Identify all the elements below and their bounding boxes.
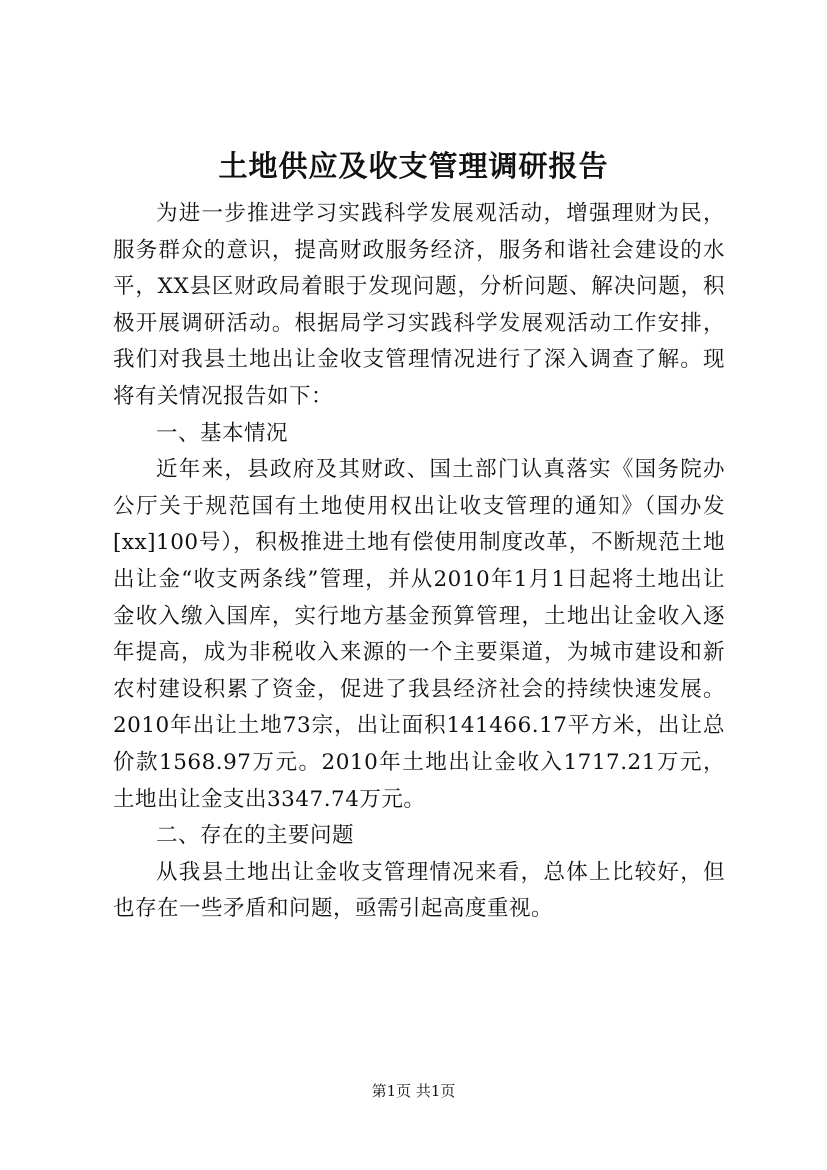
document-body: [113, 196, 725, 928]
basic-situation-paragraph: 近年来，县政府及其财政、国土部门认真落实《国务院办公厅关于规范国有土地使用权出让收支管理的通知》（国办发[xx]100号），积极推进土地有偿使用制度改革，不断规范土地出让金“收支两条线”管理，并从2010年1月1日起将土地出让金收入缴入国库，实行地方基金预算管理，土地出让金收入逐年提高，成为非税收入来源的一个主要渠道，为城市建设和新农村建设积累了资金，促进了我县经济社会的持续快速发展。2010年出让土地73宗，出让面积141466.17平方米，出让总价款1568.97万元。2010年土地出让金收入1717.21万元，土地出让金支出3347.74万元。: [113, 457, 725, 812]
main-problems-paragraph: 从我县土地出让金收支管理情况来看，总体上比较好，但也存在一些矛盾和问题，亟需引起高度重视。: [113, 859, 725, 922]
intro-paragraph: 为进一步推进学习实践科学发展观活动，增强理财为民，服务群众的意识，提高财政服务经济，服务和谐社会建设的水平，XX县区财政局着眼于发现问题，分析问题、解决问题，积极开展调研活动。根据局学习实践科学发展观活动工作安排，我们对我县土地出让金收支管理情况进行了深入调查了解。现将有关情况报告如下：: [113, 201, 725, 409]
section-heading-basic-situation: 一、基本情况: [156, 420, 289, 446]
page-number-footer: 第1页 共1页: [371, 1082, 456, 1100]
section-heading-main-problems: 二、存在的主要问题: [156, 823, 355, 849]
document-title: 土地供应及收支管理调研报告: [218, 149, 609, 183]
